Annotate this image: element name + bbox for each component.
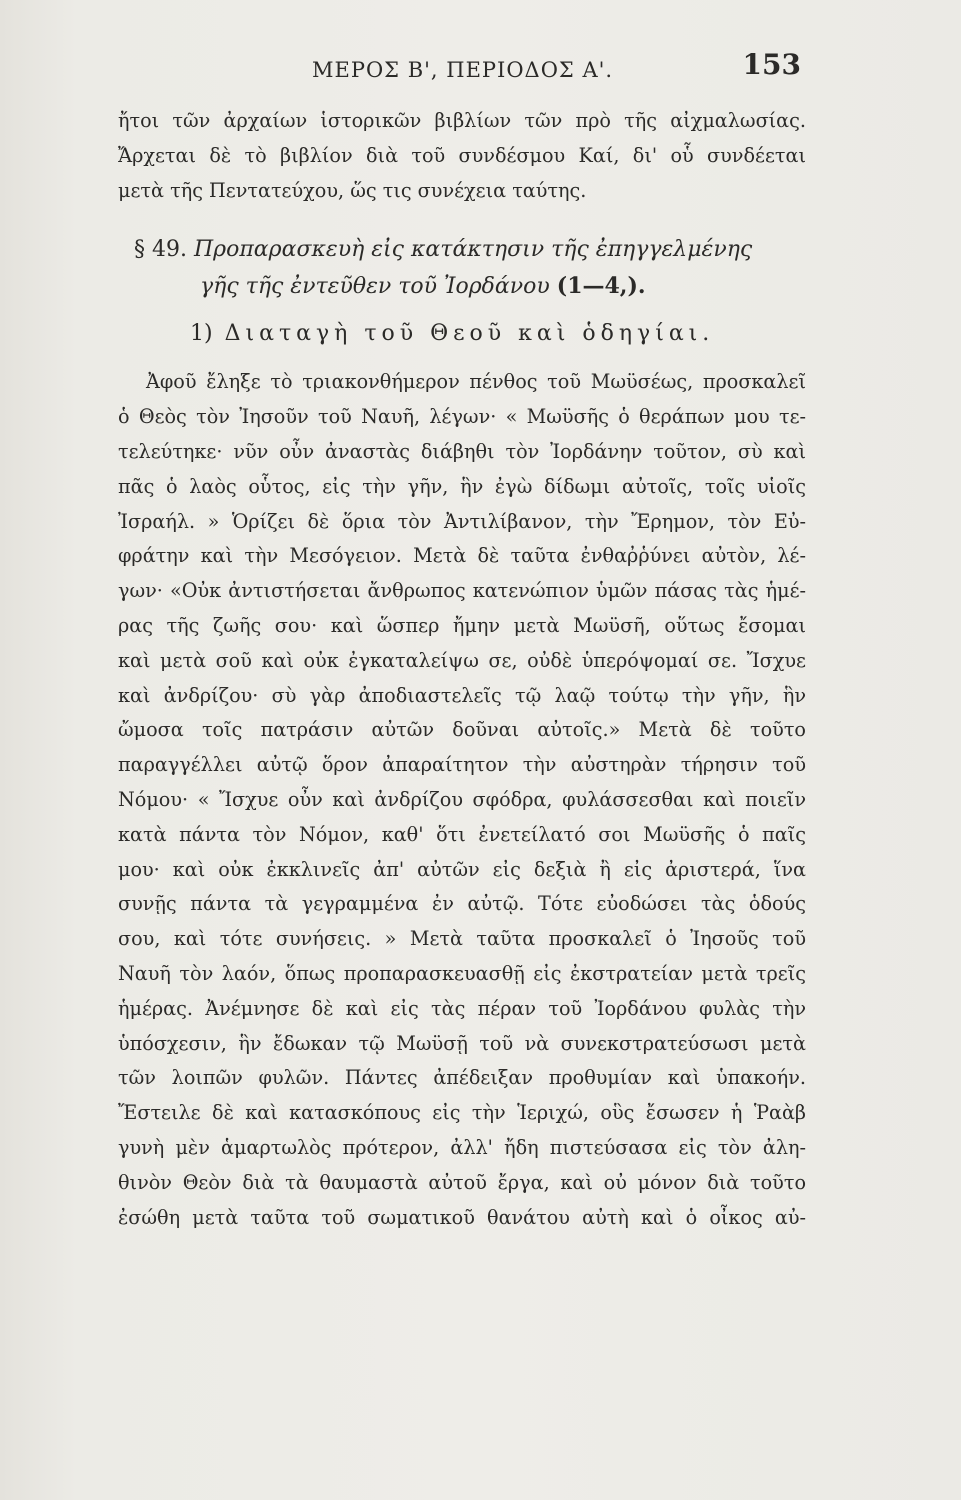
text-line: κατὰ πάντα τὸν Νόμον, καθ' ὅτι ἐνετείλατό σοι Μωϋσῆς ὁ παῖς [118,822,806,846]
text-line: ἡμέρας. Ἀνέμνησε δὲ καὶ εἰς τὰς πέραν τοῦ Ἰορδάνου φυλὰς τὴν [118,996,806,1020]
text-line: τῶν λοιπῶν φυλῶν. Πάντες ἀπέδειξαν προθυμίαν καὶ ὑπακοήν. [118,1066,806,1090]
text-line: Ναυῆ τὸν λαόν, ὅπως προπαρασκευασθῇ εἰς ἐκστρατείαν μετὰ τρεῖς [118,961,806,985]
section-verse-range: (1—4,). [556,273,646,300]
text-line: καὶ ἀνδρίζου· σὺ γὰρ ἀποδιαστελεῖς τῷ λαῷ τούτῳ τὴν γῆν, ἣν [118,683,806,707]
text-line: Νόμου· « Ἴσχυε οὖν καὶ ἀνδρίζου σφόδρα, φυλάσσεσθαι καὶ ποιεῖν [118,787,806,811]
text-line: καὶ μετὰ σοῦ καὶ οὐκ ἐγκαταλείψω σε, οὐδὲ ὑπερόψομαί σε. Ἴσχυε [118,648,806,672]
text-block [118,104,806,1235]
text-line: πᾶς ὁ λαὸς οὗτος, εἰς τὴν γῆν, ἣν ἐγὼ δίδωμι αὐτοῖς, τοῖς υἱοῖς [118,474,806,498]
page-header [0,44,961,84]
text-line: Ἄρχεται δὲ τὸ βιβλίον διὰ τοῦ συνδέσμου Καί, δι' οὗ συνδέεται [118,143,806,167]
text-line: ἐσώθη μετὰ ταῦτα τοῦ σωματικοῦ θανάτου αὐτὴ καὶ ὁ οἶκος αὐ- [118,1205,806,1229]
text-line: Ἔστειλε δὲ καὶ κατασκόπους εἰς τὴν Ἱεριχώ, οὓς ἔσωσεν ἡ Ῥαὰβ [118,1101,806,1125]
section-heading [118,232,806,305]
subsection-heading [118,309,806,359]
page-number: 153 [742,48,801,81]
text-line: φράτην καὶ τὴν Μεσόγειον. Μετὰ δὲ ταῦτα ἐνθαῤῥύνει αὐτὸν, λέ- [118,544,806,568]
section-number: § 49. [134,237,187,263]
text-line: μου· καὶ οὐκ ἐκκλινεῖς ἀπ' αὐτῶν εἰς δεξιὰ ἢ εἰς ἀριστερά, ἵνα [118,857,806,881]
text-line: ὁ Θεὸς τὸν Ἰησοῦν τοῦ Ναυῆ, λέγων· « Μωϋσῆς ὁ θεράπων μου τε- [118,405,806,429]
text-line: ρας τῆς ζωῆς σου· καὶ ὥσπερ ἤμην μετὰ Μωϋσῆ, οὕτως ἔσομαι [118,613,806,637]
text-line: ὑπόσχεσιν, ἣν ἔδωκαν τῷ Μωϋσῇ τοῦ νὰ συνεκστρατεύσωσι μετὰ [118,1031,806,1055]
running-head: ΜΕΡΟΣ Β', ΠΕΡΙΟΔΟΣ Α'. [312,58,614,82]
text-line: γων· «Οὐκ ἀντιστήσεται ἄνθρωπος κατενώπιον ὑμῶν πάσας τὰς ἡμέ- [118,579,806,603]
text-line: γυνὴ μὲν ἁμαρτωλὸς πρότερον, ἀλλ' ἤδη πιστεύσασα εἰς τὸν ἀλη- [118,1135,806,1159]
text-line: ἤτοι τῶν ἀρχαίων ἱστορικῶν βιβλίων τῶν πρὸ τῆς αἰχμαλωσίας. [118,109,806,132]
text-line: Ἀφοῦ ἔληξε τὸ τριακονθήμερον πένθος τοῦ Μωϋσέως, προσκαλεῖ [146,370,806,394]
text-line: παραγγέλλει αὐτῷ ὅρον ἀπαραίτητον τὴν αὐστηρὰν τήρησιν τοῦ [118,753,806,777]
text-line: θινὸν Θεὸν διὰ τὰ θαυμαστὰ αὐτοῦ ἔργα, καὶ οὐ μόνον διὰ τοῦτο [118,1170,806,1194]
subsection-title: Διαταγὴ τοῦ Θεοῦ καὶ ὁδηγίαι. [224,321,715,347]
text-line: ὤμοσα τοῖς πατράσιν αὐτῶν δοῦναι αὐτοῖς.» Μετὰ δὲ τοῦτο [118,718,806,742]
text-line: Ἰσραήλ. » Ὁρίζει δὲ ὅρια τὸν Ἀντιλίβανον, τὴν Ἔρημον, τὸν Εὐ- [118,509,806,533]
section-title-continued: γῆς τῆς ἐντεῦθεν τοῦ Ἰορδάνου [200,274,550,300]
text-line: μετὰ τῆς Πεντατεύχου, ὥς τις συνέχεια ταύτης. [118,178,587,202]
section-title: Προπαρασκευὴ εἰς κατάκτησιν τῆς ἐπηγγελμένης [193,237,753,263]
body-paragraph [118,365,806,1235]
intro-paragraph [118,104,806,208]
text-line: συνῇς πάντα τὰ γεγραμμένα ἐν αὐτῷ. Τότε εὐοδώσει τὰς ὁδούς [118,892,806,916]
text-line: σου, καὶ τότε συνήσεις. » Μετὰ ταῦτα προσκαλεῖ ὁ Ἰησοῦς τοῦ [118,927,806,951]
text-line: τελεύτηκε· νῦν οὖν ἀναστὰς διάβηθι τὸν Ἰορδάνην τοῦτον, σὺ καὶ [118,439,806,463]
subsection-number: 1) [190,321,213,347]
